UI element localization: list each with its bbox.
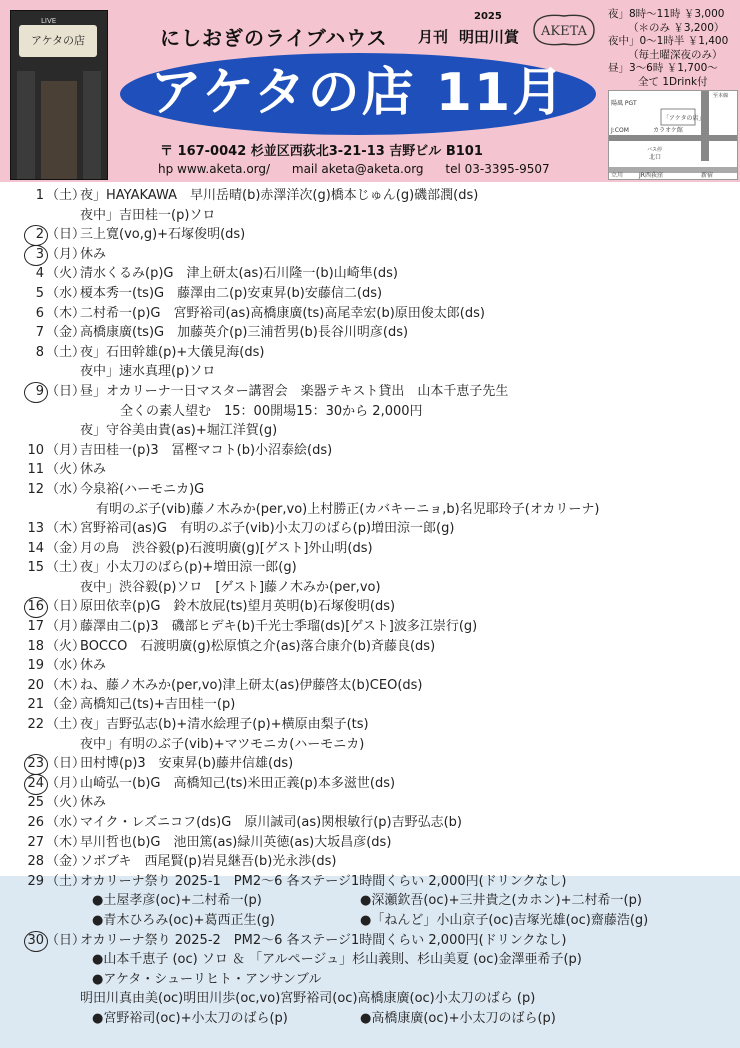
schedule-day: 6 (35, 305, 44, 321)
schedule-day: 9 (16, 382, 44, 402)
schedule-row (0, 715, 740, 735)
schedule-event: 榎本秀一(ts)G 藤澤由二(p)安東昇(b)安藤信二(ds) (80, 285, 383, 301)
schedule-event: 宮野裕司(as)G 有明のぶ子(vib)小太刀のばら(p)増田涼一郎(g) (80, 521, 455, 537)
schedule-event: 高橋知己(ts)+吉田桂一(p) (80, 697, 236, 713)
schedule-day: 28 (27, 854, 44, 870)
schedule-event: 夜中」有明のぶ子(vib)+マツモニカ(ハーモニカ) (80, 736, 365, 752)
schedule-row (0, 206, 740, 226)
schedule-row (0, 774, 740, 794)
schedule-day: 5 (35, 285, 44, 301)
schedule-event: 原田依幸(p)G 鈴木放屁(ts)望月英明(b)石塚俊明(ds) (80, 599, 396, 615)
schedule-day: 4 (35, 266, 44, 282)
schedule-row (0, 676, 740, 696)
schedule-row (0, 793, 740, 813)
page-title: アケタの店 11月 (149, 63, 567, 123)
photo-post-right (83, 71, 101, 179)
schedule-weekday: （月） (46, 442, 86, 458)
schedule-row (0, 539, 740, 559)
schedule-day: 30 (16, 931, 44, 951)
schedule-row (0, 872, 740, 892)
schedule-event: 二村希一(p)G 宮野裕司(as)高橋康廣(ts)高尾幸宏(b)原田俊太郎(ds) (80, 305, 485, 321)
schedule-row (0, 304, 740, 324)
schedule-day: 27 (27, 834, 44, 850)
schedule-weekday: （土） (46, 560, 86, 576)
schedule-day: 2 (16, 225, 44, 245)
schedule-event: 夜」守谷美由貴(as)+堀江洋賀(g) (80, 423, 278, 439)
schedule-day: 7 (35, 325, 44, 341)
schedule-day: 16 (16, 597, 44, 617)
fee-midnight-note: （毎土曜深夜のみ） (628, 48, 723, 61)
schedule-weekday: （土） (46, 344, 86, 360)
schedule-day: 21 (27, 697, 44, 713)
schedule-row (0, 402, 740, 422)
schedule-event: 夜中」渋谷毅(p)ソロ [ゲスト]藤ノ木みか(per,vo) (80, 579, 381, 595)
schedule-row (0, 460, 740, 480)
homepage-link[interactable]: hp www.aketa.org/ (158, 162, 271, 176)
schedule-row (0, 480, 740, 500)
svg-text:「アケタの店」: 「アケタの店」 (663, 115, 705, 122)
svg-text:立川: 立川 (611, 172, 624, 179)
schedule-list (0, 186, 740, 1029)
schedule-weekday: （水） (46, 658, 86, 674)
schedule-weekday: （木） (46, 305, 86, 321)
schedule-event-secondary: ●深瀬欽吾(oc)+三井貴之(カホン)+二村希一(p) (360, 893, 642, 909)
schedule-weekday: （金） (46, 325, 86, 341)
schedule-row (0, 225, 740, 245)
schedule-event: 夜中」速水真理(p)ソロ (80, 364, 216, 380)
schedule-day: 11 (27, 462, 44, 478)
schedule-row (0, 578, 740, 598)
mail-link[interactable]: mail aketa@aketa.org (291, 162, 424, 176)
schedule-day: 18 (27, 638, 44, 654)
schedule-row (0, 813, 740, 833)
schedule-weekday: （金） (46, 697, 86, 713)
schedule-weekday: （水） (46, 285, 86, 301)
schedule-day: 10 (27, 442, 44, 458)
schedule-row (0, 931, 740, 951)
schedule-event: 三上寛(vo,g)+石塚俊明(ds) (80, 227, 246, 243)
schedule-row (0, 989, 740, 1009)
schedule-weekday: （火） (46, 266, 86, 282)
schedule-weekday: （日） (46, 756, 86, 772)
schedule-event: 清水くるみ(p)G 津上研太(as)石川隆一(b)山崎隼(ds) (80, 266, 398, 282)
schedule-row (0, 421, 740, 441)
schedule-row (0, 597, 740, 617)
photo-sign: アケタの店 (19, 25, 97, 57)
schedule-weekday: （日） (46, 932, 86, 948)
svg-text:新宿: 新宿 (701, 172, 714, 179)
schedule-weekday: （火） (46, 462, 86, 478)
schedule-row (0, 735, 740, 755)
fee-table (608, 8, 736, 89)
schedule-row (0, 891, 740, 911)
schedule-row (0, 852, 740, 872)
schedule-day: 23 (16, 754, 44, 774)
svg-text:至本線: 至本線 (713, 93, 729, 99)
fee-night-note: （＊のみ ￥3,200） (628, 21, 725, 34)
svg-text:JR西荻窪: JR西荻窪 (639, 172, 663, 179)
schedule-weekday: （日） (46, 599, 86, 615)
schedule-event: 夜」小太刀のばら(p)+増田涼一郎(g) (80, 560, 297, 576)
schedule-event: オカリーナ祭り 2025-2 PM2～6 各ステージ1時間くらい 2,000円(ドリンクなし) (80, 932, 567, 948)
award-name: 明田川賞 (459, 28, 520, 46)
schedule-weekday: （水） (46, 481, 86, 497)
schedule-event: ●山本千恵子 (oc) ソロ ＆ 「アルページュ」杉山義則、杉山美夏 (oc)金澤亜希子(p) (92, 952, 582, 968)
fee-night: 夜」8時～11時 ￥3,000 (608, 8, 725, 20)
schedule-row (0, 558, 740, 578)
schedule-event: 田村博(p)3 安東昇(b)藤井信雄(ds) (80, 756, 294, 772)
schedule-event: 吉田桂一(p)3 冨樫マコト(b)小沼泰絵(ds) (80, 442, 333, 458)
schedule-event: 藤澤由二(p)3 磯部ヒデキ(b)千光士季瑠(ds)[ゲスト]波多江崇行(g) (80, 619, 478, 635)
schedule-event: オカリーナ祭り 2025-1 PM2～6 各ステージ1時間くらい 2,000円(ドリンクなし) (80, 873, 567, 889)
schedule-day: 15 (27, 560, 44, 576)
schedule-day: 3 (16, 245, 44, 265)
schedule-event: 休み (80, 462, 107, 478)
storefront-photo (10, 10, 108, 180)
schedule-row (0, 637, 740, 657)
schedule-event: 月の鳥 渋谷毅(p)石渡明廣(g)[ゲスト]外山明(ds) (80, 540, 373, 556)
phone-number: tel 03-3395-9507 (445, 162, 550, 176)
schedule-row (0, 911, 740, 931)
schedule-event: 休み (80, 658, 107, 674)
schedule-event: 夜」HAYAKAWA 早川岳晴(b)赤澤洋次(g)橋本じゅん(g)磯部潤(ds) (80, 188, 479, 203)
schedule-day: 22 (27, 717, 44, 733)
schedule-row (0, 656, 740, 676)
schedule-weekday: （土） (46, 717, 86, 733)
schedule-row (0, 754, 740, 774)
schedule-event: BOCCO 石渡明廣(g)松原慎之介(as)落合康介(b)斉藤良(ds) (80, 638, 436, 654)
schedule-event: 高橋康廣(ts)G 加藤英介(p)三浦哲男(b)長谷川明彦(ds) (80, 325, 409, 341)
schedule-row (0, 264, 740, 284)
address: 〒 167-0042 杉並区西荻北3-21-13 吉野ビル B101 (160, 144, 483, 159)
svg-text:陽風 PGT: 陽風 PGT (611, 100, 637, 107)
seal-text: AKETA (541, 24, 587, 39)
schedule-day: 20 (27, 677, 44, 693)
schedule-event: 夜中」吉田桂一(p)ソロ (80, 207, 216, 223)
schedule-day: 1 (35, 188, 44, 203)
schedule-event: 今泉裕(ハーモニカ)G (80, 481, 205, 497)
fee-drink-note: 全て 1Drink付 (638, 75, 708, 88)
svg-text:カラオケ館: カラオケ館 (653, 127, 683, 134)
award-year: 2025 (474, 11, 502, 22)
schedule-event: 全くの素人望む 15：00開場15：30から 2,000円 (120, 403, 423, 419)
schedule-weekday: （水） (46, 815, 86, 830)
schedule-weekday: （木） (46, 521, 86, 537)
schedule-day: 25 (27, 795, 44, 811)
schedule-row (0, 695, 740, 715)
photo-post-left (17, 71, 35, 179)
aketa-seal-logo (528, 10, 600, 50)
schedule-event: ●宮野裕司(oc)+小太刀のばら(p) (92, 1010, 288, 1026)
schedule-row (0, 970, 740, 990)
schedule-event: ●土屋孝彦(oc)+二村希一(p) (92, 893, 262, 909)
schedule-event: 山崎弘一(b)G 高橋知己(ts)米田正義(p)本多滋世(ds) (80, 775, 396, 791)
schedule-row (0, 1009, 740, 1029)
schedule-weekday: （日） (46, 227, 86, 243)
schedule-row (0, 441, 740, 461)
schedule-row (0, 323, 740, 343)
schedule-row (0, 382, 740, 402)
schedule-row (0, 519, 740, 539)
schedule-day: 19 (27, 658, 44, 674)
schedule-day: 8 (35, 344, 44, 360)
schedule-event-secondary: ●「ねんど」小山京子(oc)吉塚光雄(oc)齋藤浩(g) (360, 912, 649, 928)
schedule-row (0, 362, 740, 382)
schedule-day: 13 (27, 521, 44, 537)
contact-line (158, 162, 568, 176)
svg-text:北口: 北口 (649, 154, 662, 161)
schedule-weekday: （火） (46, 638, 86, 654)
schedule-day: 29 (27, 873, 44, 889)
schedule-weekday: （月） (46, 619, 86, 635)
schedule-weekday: （木） (46, 834, 86, 850)
photo-live-text: LIVE (41, 17, 57, 25)
schedule-weekday: （日） (46, 383, 86, 399)
schedule-weekday: （土） (46, 188, 86, 203)
header (0, 0, 740, 182)
schedule-event: 休み (80, 795, 107, 811)
svg-text:バス停: バス停 (647, 147, 663, 153)
schedule-weekday: （金） (46, 854, 86, 870)
schedule-event: ●青木ひろみ(oc)+葛西正生(g) (92, 912, 275, 928)
schedule-event: 早川哲也(b)G 池田篤(as)緑川英徳(as)大坂昌彦(ds) (80, 834, 392, 850)
schedule-row (0, 500, 740, 520)
photo-door (41, 81, 77, 179)
schedule-day: 12 (27, 481, 44, 497)
schedule-weekday: （木） (46, 677, 86, 693)
schedule-day: 24 (16, 774, 44, 794)
schedule-weekday: （火） (46, 795, 86, 811)
fee-day: 昼」3～6時 ￥1,700～ (608, 62, 718, 74)
schedule-event: ね、藤ノ木みか(per,vo)津上研太(as)伊藤啓太(b)CEO(ds) (80, 677, 423, 693)
schedule-event: ●アケタ・シューリヒト・アンサンブル (92, 971, 322, 987)
schedule-weekday: （金） (46, 540, 86, 556)
schedule-row (0, 284, 740, 304)
schedule-weekday: （月） (46, 246, 86, 262)
schedule-event-secondary: ●高橋康廣(oc)+小太刀のばら(p) (360, 1010, 556, 1026)
schedule-event: 休み (80, 246, 107, 262)
schedule-row (0, 245, 740, 265)
tagline: にしおぎのライブハウス (160, 26, 388, 50)
schedule-weekday: （月） (46, 775, 86, 791)
schedule-day: 26 (27, 815, 44, 830)
schedule-event: 夜」石田幹雄(p)+大儀見海(ds) (80, 344, 265, 360)
schedule-row (0, 343, 740, 363)
svg-text:J:COM: J:COM (611, 127, 629, 134)
schedule-event: 昼」オカリーナ一日マスター講習会 楽器テキスト貸出 山本千恵子先生 (80, 383, 509, 399)
schedule-weekday: （土） (46, 873, 86, 889)
schedule-row (0, 186, 740, 206)
schedule-event: 夜」吉野弘志(b)+清水絵理子(p)+横原由梨子(ts) (80, 717, 369, 733)
schedule-day: 14 (27, 540, 44, 556)
schedule-event: マイク・レズニコフ(ds)G 原川誠司(as)関根敏行(p)吉野弘志(b) (80, 815, 463, 830)
schedule-event: 明田川真由美(oc)明田川歩(oc,vo)宮野裕司(oc)高橋康廣(oc)小太刀のばら (p) (80, 991, 536, 1007)
monthly-label: 月刊 (418, 28, 449, 46)
fee-midnight: 夜中」0～1時半 ￥1,400 (608, 35, 729, 47)
schedule-row (0, 950, 740, 970)
schedule-event: 有明のぶ子(vib)藤ノ木みか(per,vo)上村勝正(カバキーニョ,b)名児耶玲子(オカリーナ) (96, 501, 600, 517)
schedule-event: ソボブキ 西尾賢(p)岩見継吾(b)光永渉(ds) (80, 854, 337, 870)
schedule-row (0, 617, 740, 637)
access-map (608, 90, 738, 180)
schedule-day: 17 (27, 619, 44, 635)
schedule-row (0, 833, 740, 853)
